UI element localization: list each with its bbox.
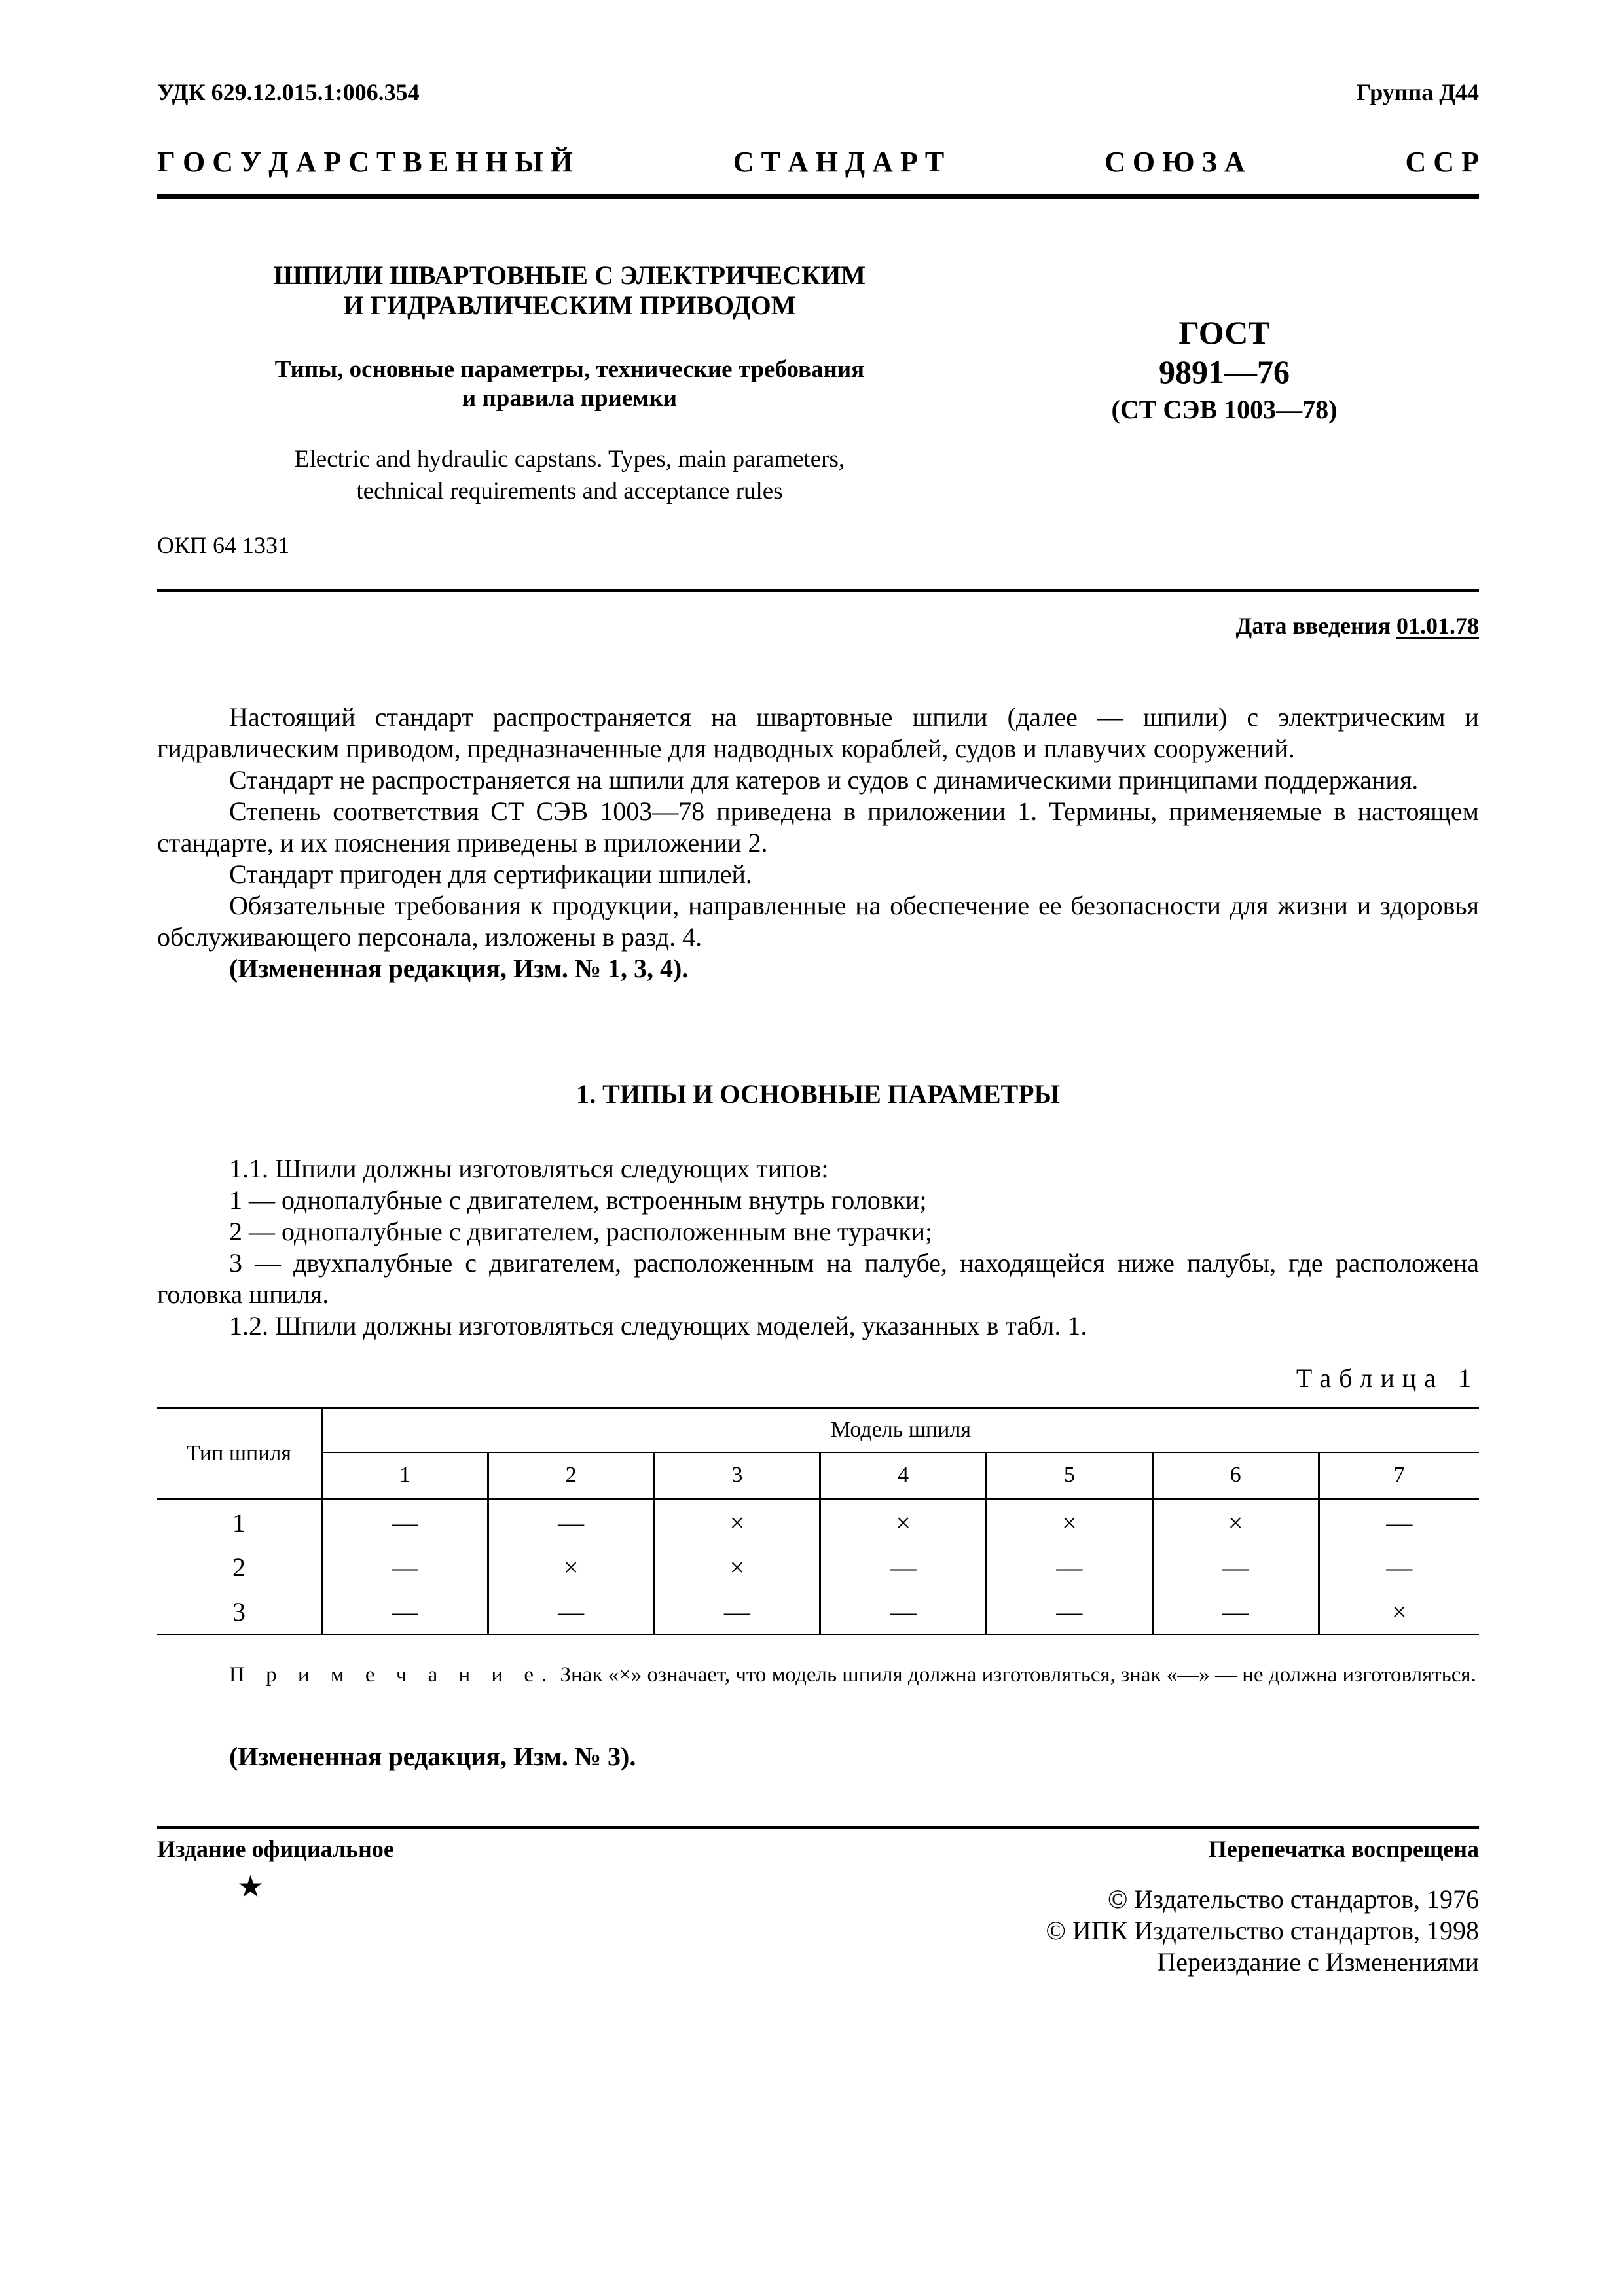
gost-designation — [1048, 313, 1401, 428]
model-cell: × — [1319, 1589, 1479, 1634]
model-number-header: 4 — [820, 1452, 987, 1499]
model-cell: × — [1152, 1499, 1319, 1545]
copyright-line: © Издательство стандартов, 1976 — [1107, 1884, 1479, 1914]
model-cell: — — [1319, 1545, 1479, 1589]
type-cell: 2 — [232, 1552, 246, 1582]
introduction — [157, 702, 1479, 984]
paragraph: 1.2. Шпили должны изготовляться следующих моделей, указанных в табл. 1. — [229, 1311, 1087, 1340]
document-title — [216, 260, 923, 321]
model-cell: × — [987, 1499, 1153, 1545]
subtitle-line: Типы, основные параметры, технические требования — [274, 356, 865, 383]
table-row — [157, 1589, 1479, 1634]
model-cell: × — [654, 1545, 820, 1589]
reprint-notice: Перепечатка воспрещена — [1208, 1836, 1479, 1862]
paragraph: 2 — однопалубные с двигателем, расположенным вне турачки; — [229, 1217, 933, 1246]
banner-word: С Т А Н Д А Р Т — [733, 146, 945, 178]
model-cell: — — [322, 1499, 488, 1545]
model-number-header: 3 — [654, 1452, 820, 1499]
amendment-note: (Измененная редакция, Изм. № 1, 3, 4). — [229, 954, 689, 983]
model-cell: — — [322, 1545, 488, 1589]
model-cell: × — [820, 1499, 987, 1545]
reissue-line: Переиздание с Изменениями — [1157, 1947, 1479, 1977]
table-note — [157, 1661, 1479, 1689]
paragraph: Настоящий стандарт распространяется на швартовные шпили (далее — шпили) с электрическим и гидравлическим приводом, предназначенные для надводных кораблей, судов и плавучих сооружений. — [157, 702, 1479, 763]
st-sev-number: (СТ СЭВ 1003—78) — [1111, 395, 1338, 424]
note-label: П р и м е ч а н и е. — [229, 1663, 555, 1687]
gost-label: ГОСТ — [1178, 314, 1270, 351]
table-caption: Таблица 1 — [1296, 1363, 1479, 1393]
english-title-line: technical requirements and acceptance rules — [356, 478, 783, 505]
subtitle-line: и правила приемки — [462, 385, 678, 412]
state-standard-banner — [157, 145, 1479, 179]
banner-word: С О Ю З А — [1104, 146, 1245, 178]
model-number-header: 2 — [488, 1452, 654, 1499]
official-edition: Издание официальное — [157, 1836, 394, 1862]
banner-word: С С Р — [1405, 146, 1479, 178]
note-text: Знак «×» означает, что модель шпиля должна изготовляться, знак «—» — не должна изготовляться. — [560, 1663, 1476, 1687]
model-cell: — — [1152, 1545, 1319, 1589]
model-cell: × — [488, 1545, 654, 1589]
paragraph: 1 — однопалубные с двигателем, встроенным внутрь головки; — [229, 1185, 927, 1215]
section-body — [157, 1153, 1479, 1342]
model-number-header: 1 — [322, 1452, 488, 1499]
copyright-block — [1046, 1884, 1479, 1978]
udk-code: УДК 629.12.015.1:006.354 — [157, 79, 420, 105]
model-cell: — — [488, 1499, 654, 1545]
section-heading: 1. ТИПЫ И ОСНОВНЫЕ ПАРАМЕТРЫ — [576, 1079, 1060, 1109]
english-title — [216, 443, 923, 507]
group-code: Группа Д44 — [1356, 79, 1479, 105]
type-column-header: Тип шпиля — [157, 1408, 322, 1499]
model-cell: — — [1152, 1589, 1319, 1634]
paragraph: Стандарт пригоден для сертификации шпилей. — [229, 859, 752, 889]
paragraph: 3 — двухпалубные с двигателем, расположенным на палубе, находящейся ниже палубы, где расположена головка шпиля. — [157, 1248, 1479, 1309]
model-cell: — — [820, 1589, 987, 1634]
paragraph: Стандарт не распространяется на шпили для катеров и судов с динамическими принципами поддержания. — [229, 765, 1419, 795]
amendment-note: (Измененная редакция, Изм. № 3). — [229, 1742, 636, 1771]
title-line: И ГИДРАВЛИЧЕСКИМ ПРИВОДОМ — [343, 291, 796, 320]
model-column-header: Модель шпиля — [322, 1408, 1480, 1452]
footer-divider — [157, 1826, 1479, 1829]
title-line: ШПИЛИ ШВАРТОВНЫЕ С ЭЛЕКТРИЧЕСКИМ — [274, 260, 866, 290]
english-title-line: Electric and hydraulic capstans. Types, main parameters, — [294, 446, 845, 473]
paragraph: 1.1. Шпили должны изготовляться следующих типов: — [229, 1154, 829, 1183]
document-subtitle — [216, 355, 923, 413]
type-cell: 1 — [232, 1507, 246, 1537]
model-cell: × — [654, 1499, 820, 1545]
model-cell: — — [820, 1545, 987, 1589]
model-cell: — — [987, 1589, 1153, 1634]
banner-word: Г О С У Д А Р С Т В Е Н Н Ы Й — [157, 146, 573, 178]
star-icon: ★ — [237, 1870, 264, 1903]
model-cell: — — [654, 1589, 820, 1634]
title-divider — [157, 589, 1479, 592]
model-cell: — — [1319, 1499, 1479, 1545]
model-cell: — — [987, 1545, 1153, 1589]
model-cell: — — [488, 1589, 654, 1634]
model-number-header: 6 — [1152, 1452, 1319, 1499]
gost-number: 9891—76 — [1159, 353, 1290, 390]
model-number-header: 5 — [987, 1452, 1153, 1499]
copyright-line: © ИПК Издательство стандартов, 1998 — [1046, 1916, 1479, 1945]
models-table — [157, 1407, 1479, 1635]
table-row — [157, 1499, 1479, 1545]
type-cell: 3 — [157, 1589, 322, 1634]
introduction-date — [1236, 612, 1480, 639]
model-number-header: 7 — [1319, 1452, 1479, 1499]
header-divider — [157, 194, 1479, 199]
paragraph: Обязательные требования к продукции, направленные на обеспечение ее безопасности для жизни и здоровья обслуживающего персонала, изложены в разд. 4. — [157, 891, 1479, 952]
okp-code: ОКП 64 1331 — [157, 532, 290, 558]
date-label: Дата введения — [1235, 613, 1391, 639]
model-cell: — — [322, 1589, 488, 1634]
table-row — [157, 1545, 1479, 1589]
paragraph: Степень соответствия СТ СЭВ 1003—78 приведена в приложении 1. Термины, применяемые в настоящем стандарте, и их пояснения приведены в приложении 2. — [157, 797, 1479, 857]
date-value: 01.01.78 — [1396, 613, 1479, 639]
